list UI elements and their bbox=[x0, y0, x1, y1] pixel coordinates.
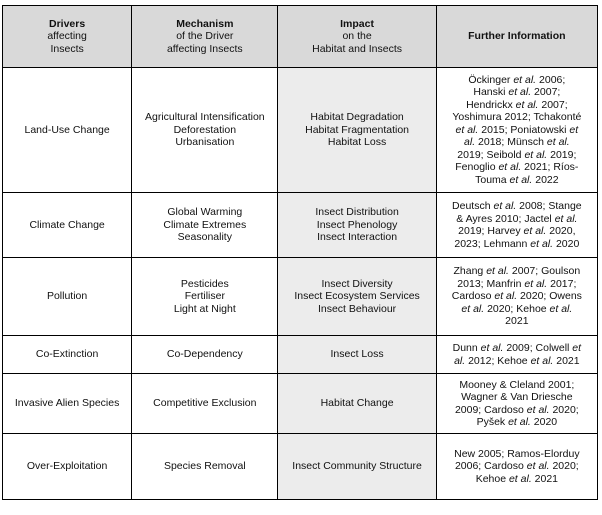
mechanism-cell bbox=[132, 193, 278, 258]
header-cell bbox=[436, 6, 597, 68]
info-cell bbox=[436, 258, 597, 336]
mechanism-cell bbox=[132, 434, 278, 500]
reference-line: et al. 2015; Poniatowski et bbox=[455, 123, 579, 136]
impact-item: Insect Interaction bbox=[317, 231, 398, 244]
reference-line: 2019; Harvey et al. 2020, bbox=[458, 225, 576, 237]
mechanism-item: Seasonality bbox=[177, 231, 232, 244]
reference-line: Fenoglio et al. 2021; Ríos- bbox=[455, 161, 579, 174]
header-subtitle: of the Driver bbox=[176, 30, 234, 43]
mechanism-cell bbox=[132, 68, 278, 193]
reference-line: Deutsch et al. 2008; Stange bbox=[452, 200, 582, 212]
reference-line: 2006; Cardoso et al. 2020; bbox=[454, 460, 579, 473]
table-header bbox=[3, 6, 598, 68]
header-title: Further Information bbox=[468, 30, 566, 43]
impact-cell bbox=[278, 336, 436, 374]
mechanism-cell bbox=[132, 374, 278, 434]
header-cell bbox=[132, 6, 278, 68]
header-title: Mechanism bbox=[176, 17, 234, 30]
mechanism-item: Urbanisation bbox=[175, 136, 235, 149]
reference-line: Touma et al. 2022 bbox=[475, 173, 559, 186]
header-subtitle: on the bbox=[342, 30, 372, 43]
mechanism-cell bbox=[132, 258, 278, 336]
reference-line: Dunn et al. 2009; Colwell et bbox=[452, 342, 582, 354]
impact-item: Habitat Fragmentation bbox=[305, 123, 410, 136]
reference-line: New 2005; Ramos-Elorduy bbox=[454, 447, 580, 460]
driver-cell: Climate Change bbox=[3, 193, 132, 258]
drivers-table bbox=[2, 5, 598, 500]
mechanism-item: Co-Dependency bbox=[166, 348, 243, 361]
header-subtitle: affecting bbox=[47, 30, 87, 43]
table-body bbox=[3, 68, 598, 500]
mechanism-item: Climate Extremes bbox=[163, 218, 247, 231]
reference-line: Pyšek et al. 2020 bbox=[476, 416, 558, 428]
driver-cell: Land-Use Change bbox=[3, 68, 132, 193]
impact-item: Habitat Degradation bbox=[310, 111, 404, 124]
table-row bbox=[3, 434, 598, 500]
reference-line: al. 2018; Münsch et al. bbox=[464, 136, 570, 149]
mechanism-item: Global Warming bbox=[167, 206, 243, 219]
impact-item: Insect Phenology bbox=[316, 218, 398, 231]
mechanism-item: Light at Night bbox=[173, 302, 236, 315]
driver-cell: Invasive Alien Species bbox=[3, 374, 132, 434]
reference-line: Wagner & Van Driesche bbox=[461, 391, 573, 403]
reference-line: & Ayres 2010; Jactel et al. bbox=[456, 212, 578, 225]
impact-item: Habitat Change bbox=[320, 397, 394, 410]
impact-cell bbox=[278, 193, 436, 258]
info-cell bbox=[436, 434, 597, 500]
mechanism-item: Fertiliser bbox=[184, 290, 225, 303]
reference-line: Hanski et al. 2007; bbox=[473, 86, 561, 99]
reference-line: Mooney & Cleland 2001; bbox=[459, 378, 575, 391]
reference-line: Kehoe et al. 2021 bbox=[475, 472, 559, 485]
table-row bbox=[3, 374, 598, 434]
impact-item: Insect Ecosystem Services bbox=[294, 290, 420, 303]
info-cell bbox=[436, 68, 597, 193]
reference-line: Cardoso et al. 2020; Owens bbox=[451, 290, 582, 303]
header-subtitle: affecting Insects bbox=[166, 42, 243, 55]
impact-item: Insect Behaviour bbox=[317, 302, 397, 315]
reference-line: Hendrickx et al. 2007; bbox=[466, 98, 568, 111]
reference-line: 2019; Seibold et al. 2019; bbox=[457, 148, 577, 161]
mechanism-cell bbox=[132, 336, 278, 374]
header-cell bbox=[278, 6, 436, 68]
info-cell bbox=[436, 374, 597, 434]
mechanism-item: Competitive Exclusion bbox=[153, 397, 257, 410]
mechanism-item: Deforestation bbox=[173, 123, 237, 136]
reference-line: 2009; Cardoso et al. 2020; bbox=[454, 403, 579, 416]
reference-line: Zhang et al. 2007; Goulson bbox=[453, 265, 581, 278]
header-subtitle: Habitat and Insects bbox=[312, 42, 403, 55]
header-subtitle: Insects bbox=[50, 42, 84, 55]
header-title: Drivers bbox=[49, 17, 86, 30]
reference-line: et al. 2020; Kehoe et al. bbox=[461, 302, 573, 315]
mechanism-item: Species Removal bbox=[163, 460, 246, 473]
table-row bbox=[3, 68, 598, 193]
impact-cell bbox=[278, 258, 436, 336]
reference-line: 2021 bbox=[505, 315, 529, 328]
header-title: Impact bbox=[340, 17, 374, 30]
table-row bbox=[3, 258, 598, 336]
mechanism-item: Agricultural Intensification bbox=[144, 111, 265, 124]
table-row bbox=[3, 336, 598, 374]
impact-item: Habitat Loss bbox=[327, 136, 387, 149]
info-cell bbox=[436, 336, 597, 374]
header-row bbox=[3, 6, 598, 68]
info-cell bbox=[436, 193, 597, 258]
header-cell bbox=[3, 6, 132, 68]
driver-cell: Co-Extinction bbox=[3, 336, 132, 374]
reference-line: al. 2012; Kehoe et al. 2021 bbox=[454, 354, 580, 367]
driver-cell: Pollution bbox=[3, 258, 132, 336]
impact-item: Insect Community Structure bbox=[292, 460, 422, 473]
impact-cell bbox=[278, 68, 436, 193]
table-row bbox=[3, 193, 598, 258]
impact-cell bbox=[278, 434, 436, 500]
impact-cell bbox=[278, 374, 436, 434]
mechanism-item: Pesticides bbox=[180, 277, 229, 290]
reference-line: 2023; Lehmann et al. 2020 bbox=[454, 237, 580, 250]
impact-item: Insect Distribution bbox=[315, 206, 399, 219]
reference-line: 2013; Manfrin et al. 2017; bbox=[457, 277, 577, 290]
impact-item: Insect Loss bbox=[330, 348, 384, 361]
driver-cell: Over-Exploitation bbox=[3, 434, 132, 500]
reference-line: Öckinger et al. 2006; bbox=[468, 73, 566, 86]
reference-line: Yoshimura 2012; Tchakonté bbox=[452, 111, 582, 124]
impact-item: Insect Diversity bbox=[321, 277, 393, 290]
